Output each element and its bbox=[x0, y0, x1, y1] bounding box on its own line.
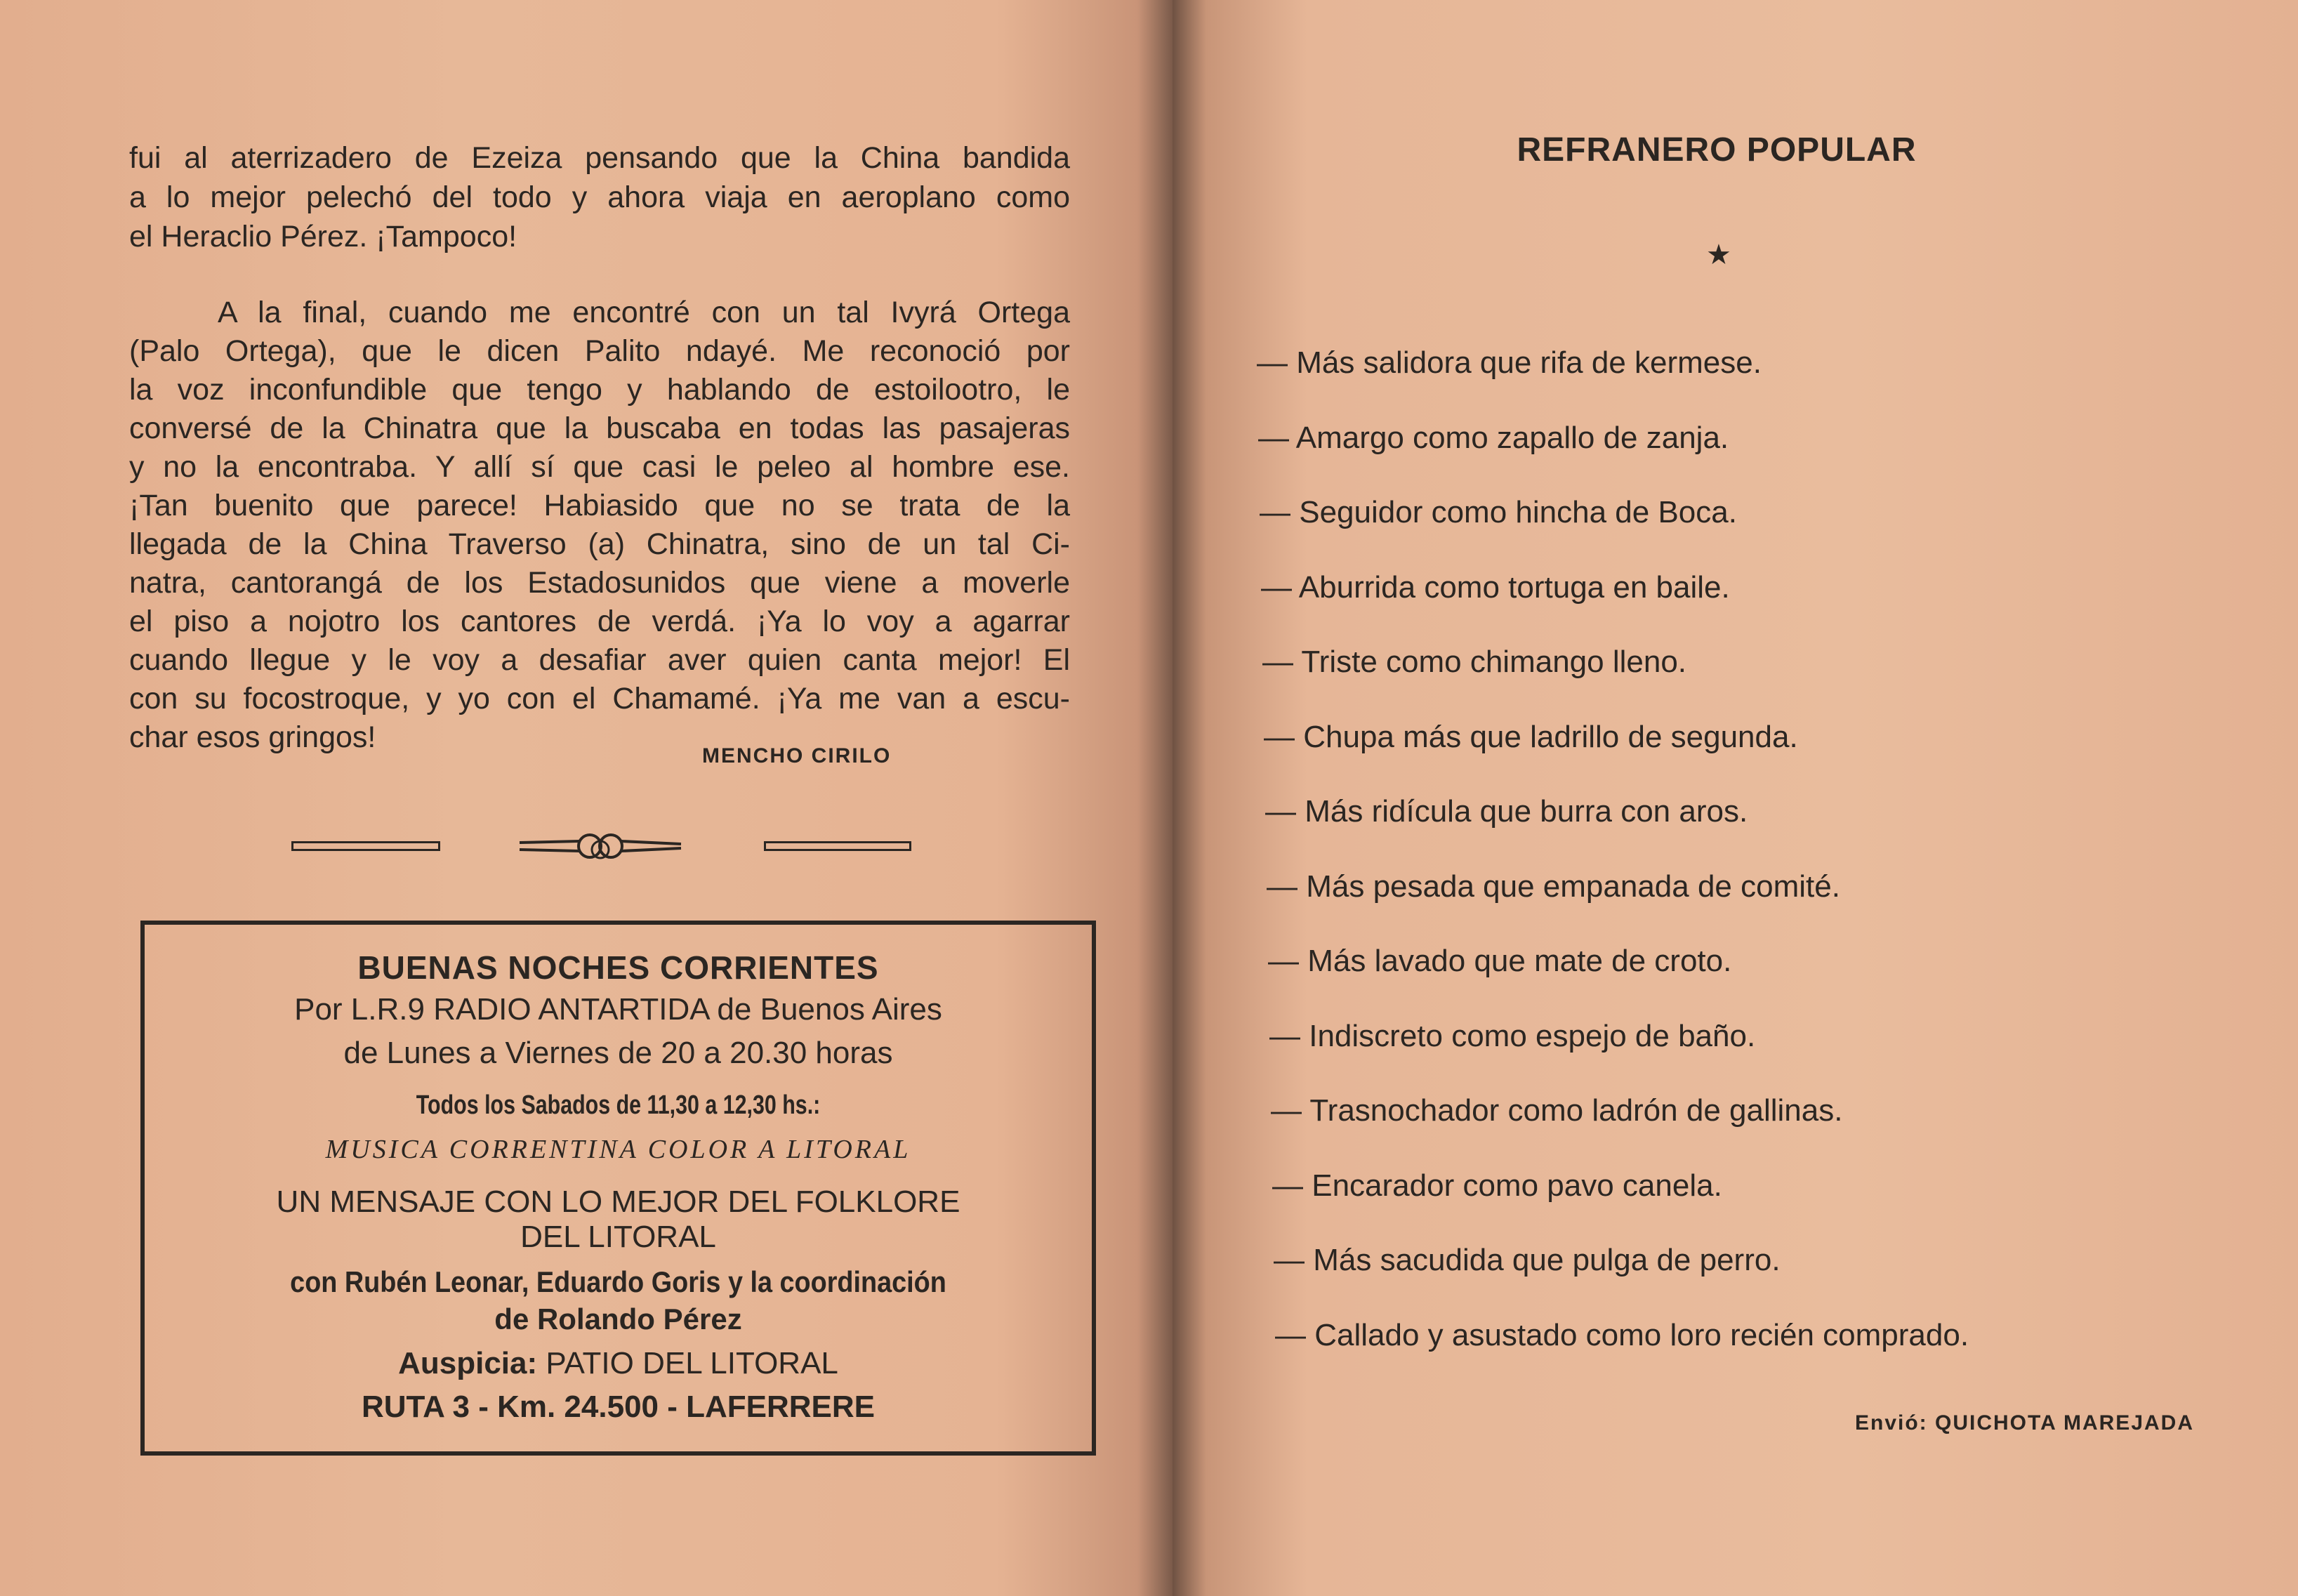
text-line: (Palo Ortega), que le dicen Palito ndayé. Me reconoció por bbox=[129, 334, 1070, 368]
text-line: char esos gringos! bbox=[129, 720, 376, 754]
proverb-item: — Encarador como pavo canela. bbox=[1272, 1168, 1722, 1203]
text-line: el piso a nojotro los cantores de verdá. ¡Ya lo voy a agarrar bbox=[129, 605, 1070, 638]
proverb-item: — Seguidor como hincha de Boca. bbox=[1260, 495, 1737, 529]
text-line: a lo mejor pelechó del todo y ahora viaja en aeroplano como bbox=[129, 180, 1070, 214]
text-line: fui al aterrizadero de Ezeiza pensando que la China bandida bbox=[129, 141, 1070, 175]
ad-coordinator: de Rolando Pérez bbox=[494, 1302, 742, 1336]
star-icon: ★ bbox=[1706, 239, 1731, 270]
ad-program-name: MUSICA CORRENTINA COLOR A LITORAL bbox=[325, 1135, 911, 1164]
credit-line: Envió: QUICHOTA MAREJADA bbox=[1855, 1411, 2194, 1435]
ad-sponsor-value: PATIO DEL LITORAL bbox=[546, 1346, 838, 1380]
proverb-item: — Amargo como zapallo de zanja. bbox=[1258, 420, 1729, 455]
ad-heading: BUENAS NOCHES CORRIENTES bbox=[357, 949, 879, 986]
text-line: con su focostroque, y yo con el Chamamé. ¡Ya me van a escu- bbox=[129, 682, 1070, 715]
text-line: cuando llegue y le voy a desafiar aver quien canta mejor! El bbox=[129, 643, 1070, 677]
ad-address: RUTA 3 - Km. 24.500 - LAFERRERE bbox=[361, 1390, 876, 1424]
ad-weekday-schedule: de Lunes a Viernes de 20 a 20.30 horas bbox=[343, 1036, 893, 1070]
ornament-bar-left bbox=[291, 841, 440, 851]
proverb-item: — Más sacudida que pulga de perro. bbox=[1274, 1243, 1781, 1277]
text-line: la voz inconfundible que tengo y hablando de estoilootro, le bbox=[129, 373, 1070, 407]
author-signature: MENCHO CIRILO bbox=[702, 744, 892, 767]
proverb-item: — Más pesada que empanada de comité. bbox=[1267, 869, 1840, 904]
proverb-item: — Chupa más que ladrillo de segunda. bbox=[1264, 719, 1798, 754]
ad-message: UN MENSAJE CON LO MEJOR DEL FOLKLORE bbox=[276, 1185, 960, 1219]
text-line: el Heraclio Pérez. ¡Tampoco! bbox=[129, 220, 517, 253]
proverb-item: — Más lavado que mate de croto. bbox=[1268, 944, 1732, 978]
radio-ad-box bbox=[140, 921, 1096, 1456]
ad-message-cont: DEL LITORAL bbox=[520, 1220, 716, 1254]
page-title: REFRANERO POPULAR bbox=[1517, 131, 1917, 169]
ad-sponsor-label: Auspicia: bbox=[398, 1346, 538, 1380]
ad-sponsor bbox=[145, 1346, 1092, 1381]
proverb-item: — Trasnochador como ladrón de gallinas. bbox=[1271, 1093, 1843, 1128]
proverb-item: — Más ridícula que burra con aros. bbox=[1265, 794, 1748, 829]
text-line: y no la encontraba. Y allí sí que casi le peleo al hombre ese. bbox=[129, 450, 1070, 484]
ad-saturday-schedule: Todos los Sabados de 11,30 a 12,30 hs.: bbox=[416, 1090, 821, 1120]
proverb-item: — Más salidora que rifa de kermese. bbox=[1257, 345, 1762, 380]
ornament-bar-right bbox=[764, 841, 911, 851]
proverb-item: — Triste como chimango lleno. bbox=[1262, 645, 1687, 679]
text-line: conversé de la Chinatra que la buscaba en todas las pasajeras bbox=[129, 411, 1070, 445]
proverb-item: — Indiscreto como espejo de baño. bbox=[1269, 1018, 1756, 1053]
text-line: natra, cantorangá de los Estadosunidos que viene a moverle bbox=[129, 566, 1070, 600]
proverb-item: — Callado y asustado como loro recién comprado. bbox=[1275, 1317, 1969, 1352]
ornament-flourish-icon bbox=[516, 829, 685, 864]
proverb-item: — Aburrida como tortuga en baile. bbox=[1261, 569, 1730, 605]
text-line: ¡Tan buenito que parece! Habiasido que no se trata de la bbox=[129, 489, 1070, 522]
ad-hosts: con Rubén Leonar, Eduardo Goris y la coordinación bbox=[290, 1265, 946, 1298]
text-line: llegada de la China Traverso (a) Chinatra, sino de un tal Ci- bbox=[129, 527, 1070, 561]
ad-station: Por L.R.9 RADIO ANTARTIDA de Buenos Aires bbox=[294, 992, 942, 1027]
text-line: A la final, cuando me encontré con un tal Ivyrá Ortega bbox=[218, 296, 1070, 329]
